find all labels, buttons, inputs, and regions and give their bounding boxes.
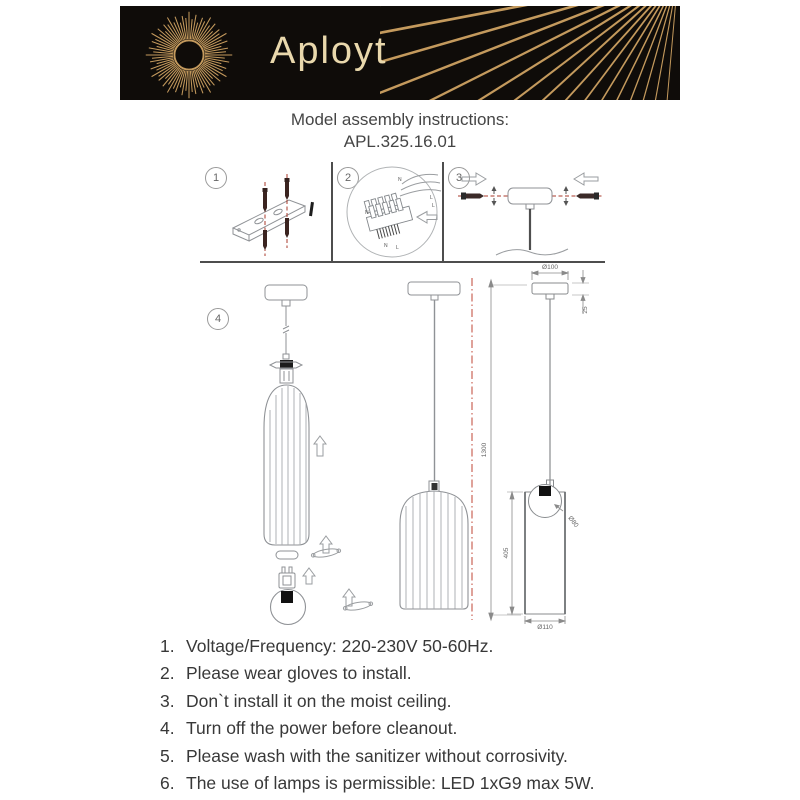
note-text: The use of lamps is permissible: LED 1xG9 max 5W. — [186, 773, 595, 794]
socket-top — [432, 483, 438, 490]
step-1-diagram-bracket — [225, 168, 330, 260]
note-number: 1. — [160, 636, 175, 656]
overall-height-dimension — [489, 280, 527, 620]
brand-banner — [120, 6, 680, 100]
canopy-hook — [526, 204, 534, 209]
shade-outline — [525, 485, 565, 615]
decorative-rays — [380, 6, 680, 100]
direction-arrow-icon — [417, 212, 437, 224]
note-item — [160, 688, 720, 715]
canopy-hook — [282, 300, 290, 306]
cord-break — [283, 326, 289, 329]
note-item — [160, 633, 720, 660]
step-3-badge: 3 — [448, 167, 470, 189]
note-number: 6. — [160, 773, 175, 794]
pin — [309, 202, 314, 216]
arrow-left-icon — [574, 173, 598, 185]
canopy-diameter-dimension — [532, 271, 568, 280]
cord-wave — [496, 249, 568, 255]
note-text: Please wash with the sanitizer without corrosivity. — [186, 745, 568, 766]
wing-fastener — [343, 600, 373, 612]
terminal-block — [362, 191, 415, 241]
screw — [552, 186, 602, 206]
step-4-badge: 4 — [207, 308, 229, 330]
step-1-badge: 1 — [205, 167, 227, 189]
wire-label-l: L — [430, 195, 433, 201]
step-4-exploded-view — [228, 276, 378, 636]
step-2-badge: 2 — [337, 167, 359, 189]
ball-socket — [281, 591, 293, 603]
dim-shade-diameter-label: Ø110 — [537, 624, 553, 630]
mounting-bracket — [233, 200, 305, 241]
note-item — [160, 770, 720, 797]
note-number: 2. — [160, 663, 175, 684]
page-title: Model assembly instructions: — [290, 110, 510, 129]
step-4-dimension-drawing — [455, 258, 610, 630]
ribbed-glass-shade — [264, 385, 309, 545]
wire-label-n: N — [398, 177, 402, 183]
wire-label-n: N — [384, 243, 388, 249]
note-text: Please wear gloves to install. — [186, 663, 412, 684]
ceiling-canopy — [408, 282, 460, 295]
step-2-diagram-wiring — [338, 162, 442, 260]
shade-diameter-dimension — [525, 616, 565, 624]
model-number: APL.325.16.01 — [343, 132, 457, 151]
wire-label-l: L — [432, 203, 435, 209]
step-3-diagram-canopy — [450, 162, 610, 262]
dim-canopy-diameter-label: Ø100 — [542, 264, 558, 271]
note-item — [160, 660, 720, 687]
screw — [285, 174, 290, 248]
arrow-up-icon — [303, 568, 315, 584]
dim-overall-height-label: 1300 — [481, 442, 488, 458]
canopy-hook — [431, 295, 438, 300]
starburst-logo-icon — [142, 8, 236, 100]
note-number: 3. — [160, 690, 175, 711]
safety-notes-list — [160, 633, 720, 797]
wire-label-n: N — [365, 210, 369, 216]
brand-logo-text: Aployt — [270, 30, 388, 72]
dim-ball-diameter-label: Ø80 — [566, 514, 580, 529]
ceiling-canopy — [508, 188, 552, 204]
note-number: 4. — [160, 718, 175, 739]
canopy-outline — [532, 283, 568, 488]
cord-grip — [283, 354, 289, 359]
note-text: Turn off the power before cleanout. — [186, 718, 458, 739]
ceiling-canopy — [265, 285, 307, 300]
note-item — [160, 715, 720, 742]
note-item — [160, 743, 720, 770]
dim-shade-height-label: 405 — [503, 547, 510, 559]
screw — [458, 186, 508, 206]
ball-socket — [539, 486, 551, 496]
arrow-right-icon — [462, 173, 486, 185]
panel-divider — [331, 162, 333, 261]
panel-divider — [442, 162, 444, 261]
note-number: 5. — [160, 745, 175, 766]
retainer-ring — [276, 551, 298, 559]
dim-canopy-height-label: 25 — [582, 306, 589, 314]
note-text: Don`t install it on the moist ceiling. — [186, 690, 452, 711]
note-text: Voltage/Frequency: 220-230V 50-60Hz. — [186, 636, 494, 656]
cord-break — [283, 330, 289, 333]
g9-lampholder — [279, 567, 295, 588]
arrow-up-icon — [314, 436, 326, 456]
wire-label-l: L — [396, 245, 399, 251]
